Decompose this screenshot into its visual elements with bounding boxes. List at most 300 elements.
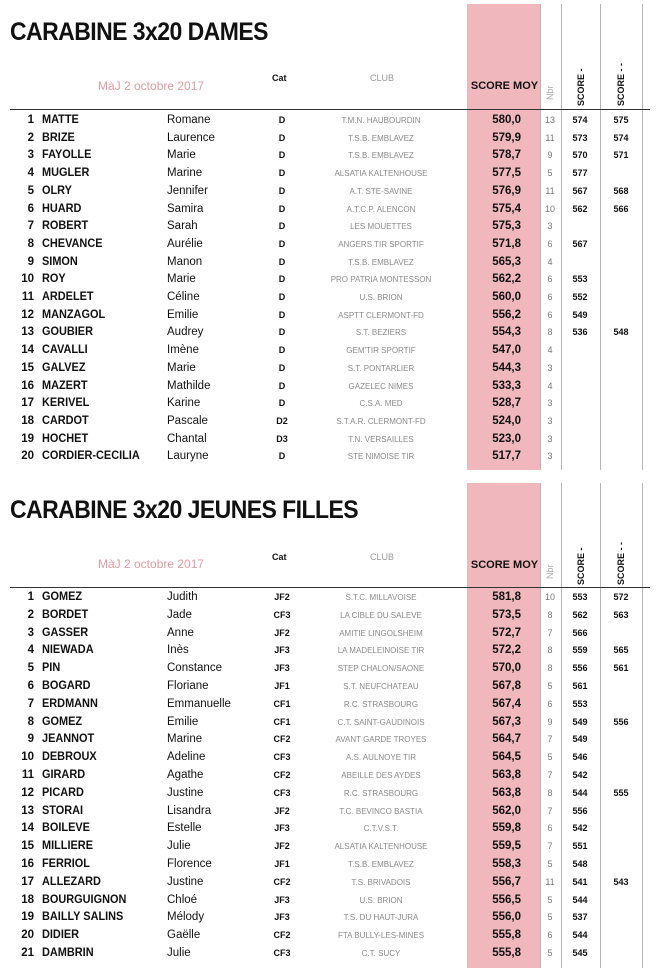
club-cell: ALSATIA KALTENHOUSE bbox=[334, 169, 428, 179]
rank-cell: 4 bbox=[27, 167, 34, 180]
score1-cell: 544 bbox=[572, 787, 588, 798]
category-cell: JF2 bbox=[274, 627, 290, 638]
category-cell: D bbox=[278, 345, 286, 356]
score-cell: 567,4 bbox=[492, 697, 521, 710]
table-row bbox=[0, 448, 660, 466]
table-row bbox=[0, 324, 660, 342]
category-cell: JF3 bbox=[274, 663, 290, 674]
nbr-cell: 11 bbox=[545, 132, 555, 143]
category-cell: JF3 bbox=[274, 912, 290, 923]
table-row bbox=[0, 625, 660, 643]
score1-cell: 556 bbox=[572, 663, 588, 674]
table-row bbox=[0, 803, 660, 821]
last-name-cell: MUGLER bbox=[42, 167, 90, 180]
club-cell: C.S.A. MED bbox=[359, 399, 403, 409]
score-cell: 544,3 bbox=[492, 361, 521, 374]
nbr-cell: 5 bbox=[547, 948, 553, 958]
nbr-cell: 3 bbox=[547, 221, 553, 232]
score1-cell: 542 bbox=[572, 823, 588, 834]
table-row bbox=[0, 413, 660, 431]
last-name-cell: CHEVANCE bbox=[42, 237, 103, 250]
score-cell: 562,2 bbox=[492, 273, 521, 286]
rank-cell: 11 bbox=[21, 769, 34, 781]
nbr-cell: 6 bbox=[547, 292, 553, 302]
first-name-cell: Chantal bbox=[167, 432, 207, 445]
header-score-2: SCORE - - bbox=[616, 62, 626, 106]
nbr-cell: 6 bbox=[547, 698, 553, 709]
last-name-cell: CAVALLI bbox=[42, 344, 88, 357]
first-name-cell: Gaëlle bbox=[167, 929, 201, 942]
nbr-cell: 6 bbox=[547, 238, 553, 249]
update-date: MàJ 2 octobre 2017 bbox=[98, 557, 205, 571]
category-cell: JF2 bbox=[274, 805, 290, 816]
category-cell: D bbox=[278, 256, 286, 267]
nbr-cell: 8 bbox=[547, 645, 553, 656]
club-cell: S.T.A.R. CLERMONT-FD bbox=[336, 416, 426, 426]
club-cell: ABEILLE DES AYDES bbox=[341, 771, 421, 780]
score1-cell: 549 bbox=[572, 716, 588, 727]
first-name-cell: Agathe bbox=[167, 769, 204, 781]
rank-cell: 9 bbox=[27, 255, 34, 268]
first-name-cell: Mathilde bbox=[167, 379, 211, 392]
nbr-cell: 5 bbox=[547, 168, 553, 179]
first-name-cell: Samira bbox=[167, 202, 204, 215]
rank-cell: 20 bbox=[21, 450, 34, 463]
rank-cell: 21 bbox=[21, 947, 34, 959]
score-cell: 577,5 bbox=[492, 167, 521, 180]
club-cell: PRO PATRIA MONTESSON bbox=[330, 275, 432, 285]
table-row bbox=[0, 254, 660, 272]
rank-cell: 8 bbox=[27, 237, 34, 250]
header-score-moy: SCORE MOY bbox=[470, 80, 539, 92]
rank-cell: 11 bbox=[21, 291, 34, 303]
score2-cell: 574 bbox=[613, 132, 629, 143]
score2-cell: 566 bbox=[613, 203, 629, 214]
score-cell: 554,3 bbox=[492, 326, 521, 339]
table-row bbox=[0, 945, 660, 963]
score-cell: 563,8 bbox=[492, 769, 521, 781]
last-name-cell: DIDIER bbox=[42, 929, 80, 942]
last-name-cell: PIN bbox=[42, 662, 61, 675]
score2-cell: 556 bbox=[613, 716, 629, 727]
club-cell: GEM'TIR SPORTIF bbox=[346, 346, 416, 356]
category-cell: D bbox=[278, 115, 286, 125]
category-cell: D bbox=[278, 203, 286, 214]
club-cell: A.T. STE-SAVINE bbox=[349, 186, 413, 196]
nbr-cell: 8 bbox=[547, 663, 553, 674]
category-cell: JF2 bbox=[274, 592, 290, 602]
table-row bbox=[0, 785, 660, 803]
table-row bbox=[0, 714, 660, 732]
table-row bbox=[0, 767, 660, 785]
club-cell: AMITIE LINGOLSHEIM bbox=[339, 628, 423, 638]
category-cell: D bbox=[278, 398, 286, 409]
score1-cell: 549 bbox=[572, 309, 588, 320]
category-cell: JF3 bbox=[274, 823, 290, 834]
club-cell: U.S. BRION bbox=[359, 895, 403, 905]
nbr-cell: 10 bbox=[544, 592, 555, 602]
last-name-cell: NIEWADA bbox=[42, 644, 94, 657]
table-row bbox=[0, 927, 660, 945]
header-score-1: SCORE - bbox=[576, 68, 586, 106]
category-cell: CF3 bbox=[273, 948, 291, 958]
rank-cell: 6 bbox=[27, 202, 34, 215]
last-name-cell: BORDET bbox=[42, 608, 89, 621]
club-cell: C.T.V.S.T. bbox=[363, 824, 399, 834]
last-name-cell: OLRY bbox=[42, 184, 72, 197]
club-cell: GAZELEC NIMES bbox=[348, 381, 414, 391]
score-cell: 563,8 bbox=[492, 786, 521, 799]
club-cell: T.S.B. EMBLAVEZ bbox=[348, 860, 414, 869]
table-row bbox=[0, 218, 660, 236]
rank-cell: 6 bbox=[27, 680, 34, 692]
nbr-cell: 13 bbox=[544, 115, 555, 125]
section-title: CARABINE 3x20 DAMES bbox=[10, 18, 268, 46]
last-name-cell: BRIZE bbox=[42, 131, 75, 144]
score1-cell: 553 bbox=[572, 698, 588, 709]
nbr-cell: 7 bbox=[547, 770, 553, 780]
last-name-cell: MANZAGOL bbox=[42, 308, 106, 321]
last-name-cell: CARDOT bbox=[42, 414, 89, 427]
rank-cell: 10 bbox=[21, 273, 34, 286]
score1-cell: 536 bbox=[572, 327, 588, 338]
score-cell: 558,3 bbox=[492, 858, 521, 870]
nbr-cell: 8 bbox=[547, 787, 553, 798]
nbr-cell: 4 bbox=[547, 345, 553, 356]
club-cell: C.T. SAINT-GAUDINOIS bbox=[337, 717, 425, 727]
category-cell: D bbox=[278, 309, 286, 320]
table-row bbox=[0, 112, 660, 130]
table-row bbox=[0, 642, 660, 660]
score-cell: 524,0 bbox=[492, 414, 521, 427]
rank-cell: 9 bbox=[27, 733, 34, 746]
table-row bbox=[0, 678, 660, 696]
section-jeunes-filles bbox=[0, 483, 660, 968]
header-score-1: SCORE - bbox=[576, 547, 586, 585]
last-name-cell: ARDELET bbox=[42, 291, 94, 303]
category-cell: D bbox=[278, 451, 286, 462]
club-cell: T.M.N. HAUBOURDIN bbox=[341, 116, 421, 125]
category-cell: D bbox=[278, 132, 286, 143]
first-name-cell: Manon bbox=[167, 255, 203, 268]
first-name-cell: Emilie bbox=[167, 308, 199, 321]
table-row bbox=[0, 360, 660, 378]
first-name-cell: Justine bbox=[167, 875, 204, 888]
header-rule bbox=[10, 587, 650, 588]
last-name-cell: HUARD bbox=[42, 202, 82, 215]
rank-cell: 16 bbox=[21, 858, 34, 870]
score-cell: 555,8 bbox=[492, 947, 521, 959]
score-cell: 564,5 bbox=[492, 751, 521, 764]
score-cell: 555,8 bbox=[492, 929, 521, 942]
first-name-cell: Aurélie bbox=[167, 237, 203, 250]
nbr-cell: 6 bbox=[547, 274, 553, 285]
nbr-cell: 5 bbox=[547, 752, 553, 763]
score-cell: 576,9 bbox=[492, 184, 521, 197]
first-name-cell: Adeline bbox=[167, 751, 206, 764]
first-name-cell: Audrey bbox=[167, 326, 204, 339]
club-cell: ANGERS TIR SPORTIF bbox=[338, 239, 424, 249]
category-cell: D bbox=[278, 292, 286, 302]
rank-cell: 4 bbox=[27, 644, 34, 657]
score-cell: 580,0 bbox=[492, 114, 521, 126]
rank-cell: 15 bbox=[21, 361, 34, 374]
last-name-cell: GOUBIER bbox=[42, 326, 93, 339]
last-name-cell: KERIVEL bbox=[42, 397, 90, 410]
rank-cell: 1 bbox=[27, 591, 34, 603]
category-cell: D bbox=[278, 327, 286, 338]
club-cell: A.S. AULNOYE TIR bbox=[345, 753, 417, 763]
club-cell: T.C. BEVINCO BASTIA bbox=[339, 806, 423, 816]
section-dames bbox=[0, 0, 660, 470]
rank-cell: 18 bbox=[21, 893, 34, 906]
score-cell: 581,8 bbox=[492, 591, 521, 603]
last-name-cell: ROY bbox=[42, 273, 66, 286]
category-cell: D bbox=[278, 185, 286, 196]
header-cat: Cat bbox=[272, 73, 287, 83]
score2-cell: 563 bbox=[613, 609, 629, 620]
nbr-cell: 11 bbox=[545, 876, 555, 887]
nbr-cell: 10 bbox=[544, 203, 555, 214]
table-row bbox=[0, 289, 660, 307]
first-name-cell: Lisandra bbox=[167, 804, 212, 817]
last-name-cell: GIRARD bbox=[42, 769, 86, 781]
nbr-cell: 4 bbox=[547, 256, 553, 267]
score-cell: 547,0 bbox=[492, 344, 521, 357]
last-name-cell: ALLEZARD bbox=[42, 875, 101, 888]
last-name-cell: FAYOLLE bbox=[42, 149, 92, 162]
nbr-cell: 8 bbox=[547, 609, 553, 620]
score1-cell: 549 bbox=[572, 734, 588, 745]
table-row bbox=[0, 820, 660, 838]
score1-cell: 559 bbox=[572, 645, 588, 656]
club-cell: ALSATIA KALTENHOUSE bbox=[334, 842, 428, 852]
nbr-cell: 5 bbox=[547, 912, 553, 923]
rank-cell: 8 bbox=[27, 715, 34, 728]
table-row bbox=[0, 201, 660, 219]
last-name-cell: PICARD bbox=[42, 786, 84, 799]
nbr-cell: 6 bbox=[547, 930, 553, 941]
table-row bbox=[0, 395, 660, 413]
score2-cell: 543 bbox=[613, 876, 629, 887]
rank-cell: 12 bbox=[21, 786, 34, 799]
score-cell: 528,7 bbox=[492, 397, 521, 410]
first-name-cell: Inès bbox=[167, 644, 189, 657]
score-cell: 556,7 bbox=[492, 875, 521, 888]
table-row bbox=[0, 431, 660, 449]
last-name-cell: BOURGUIGNON bbox=[42, 893, 127, 906]
first-name-cell: Marie bbox=[167, 361, 196, 374]
score-cell: 575,4 bbox=[492, 202, 521, 215]
score-cell: 572,7 bbox=[492, 626, 521, 639]
update-date: MàJ 2 octobre 2017 bbox=[98, 79, 205, 93]
rank-cell: 17 bbox=[21, 397, 34, 410]
last-name-cell: GOMEZ bbox=[42, 591, 83, 603]
first-name-cell: Lauryne bbox=[167, 450, 209, 463]
header-cat: Cat bbox=[272, 552, 287, 562]
score-cell: 556,5 bbox=[492, 893, 521, 906]
club-cell: LES MOUETTES bbox=[350, 222, 412, 232]
last-name-cell: BOGARD bbox=[42, 680, 91, 692]
score1-cell: 570 bbox=[572, 150, 588, 161]
rank-cell: 1 bbox=[27, 114, 34, 126]
score-cell: 559,5 bbox=[492, 840, 521, 853]
last-name-cell: FERRIOL bbox=[42, 858, 90, 870]
score1-cell: 537 bbox=[572, 912, 588, 923]
club-cell: AVANT GARDE TROYES bbox=[335, 735, 427, 745]
table-row bbox=[0, 378, 660, 396]
last-name-cell: ROBERT bbox=[42, 220, 89, 233]
score1-cell: 567 bbox=[572, 185, 588, 196]
score-cell: 575,3 bbox=[492, 220, 521, 233]
table-row bbox=[0, 892, 660, 910]
first-name-cell: Sarah bbox=[167, 220, 198, 233]
score-cell: 578,7 bbox=[492, 149, 521, 162]
nbr-cell: 3 bbox=[547, 415, 553, 426]
first-name-cell: Emilie bbox=[167, 715, 199, 728]
club-cell: T.S. BRIVADOIS bbox=[351, 877, 411, 887]
category-cell: JF1 bbox=[274, 681, 290, 691]
last-name-cell: BOILEVE bbox=[42, 822, 90, 835]
score-cell: 556,0 bbox=[492, 911, 521, 924]
club-cell: R.C. STRASBOURG bbox=[343, 788, 419, 798]
category-cell: D bbox=[278, 238, 286, 249]
category-cell: CF3 bbox=[273, 787, 291, 798]
category-cell: D bbox=[278, 150, 286, 161]
club-cell: STEP CHALON/SAONE bbox=[337, 664, 425, 674]
first-name-cell: Chloé bbox=[167, 893, 198, 906]
first-name-cell: Marine bbox=[167, 733, 203, 746]
rank-cell: 3 bbox=[27, 149, 34, 162]
score-cell: 560,0 bbox=[492, 291, 521, 303]
club-cell: LA CIBLE DU SALEVE bbox=[340, 610, 422, 620]
header-club: CLUB bbox=[370, 73, 395, 83]
score2-cell: 571 bbox=[613, 150, 629, 161]
category-cell: D bbox=[278, 362, 286, 373]
score-cell: 562,0 bbox=[492, 804, 521, 817]
category-cell: JF1 bbox=[274, 859, 290, 869]
nbr-cell: 11 bbox=[545, 185, 555, 196]
last-name-cell: GOMEZ bbox=[42, 715, 83, 728]
rank-cell: 12 bbox=[21, 308, 34, 321]
score1-cell: 574 bbox=[572, 115, 588, 125]
nbr-cell: 3 bbox=[547, 433, 553, 444]
club-cell: STE NIMOISE TIR bbox=[347, 452, 415, 462]
category-cell: CF2 bbox=[273, 770, 291, 780]
category-cell: CF3 bbox=[273, 609, 291, 620]
category-cell: D bbox=[278, 221, 286, 232]
nbr-cell: 3 bbox=[547, 451, 553, 462]
club-cell: C.T. SUCY bbox=[361, 949, 401, 958]
last-name-cell: DEBROUX bbox=[42, 751, 97, 764]
score1-cell: 545 bbox=[572, 948, 588, 958]
category-cell: JF3 bbox=[274, 894, 290, 905]
first-name-cell: Céline bbox=[167, 291, 200, 303]
rank-cell: 2 bbox=[27, 131, 34, 144]
rank-cell: 14 bbox=[21, 344, 34, 357]
score1-cell: 551 bbox=[572, 841, 588, 852]
nbr-cell: 3 bbox=[547, 398, 553, 409]
table-row bbox=[0, 731, 660, 749]
table-row bbox=[0, 874, 660, 892]
score-cell: 573,5 bbox=[492, 608, 521, 621]
table-row bbox=[0, 183, 660, 201]
rank-cell: 19 bbox=[21, 432, 34, 445]
score2-cell: 548 bbox=[613, 327, 629, 338]
score2-cell: 568 bbox=[613, 185, 629, 196]
category-cell: CF2 bbox=[273, 930, 291, 941]
first-name-cell: Pascale bbox=[167, 414, 208, 427]
club-cell: FTA BULLY-LES-MINES bbox=[337, 931, 425, 941]
table-row bbox=[0, 749, 660, 767]
header-rule bbox=[10, 109, 650, 110]
category-cell: CF1 bbox=[273, 716, 291, 727]
score-cell: 559,8 bbox=[492, 822, 521, 835]
score-cell: 556,2 bbox=[492, 308, 521, 321]
rank-cell: 10 bbox=[21, 751, 34, 764]
club-cell: T.S.B. EMBLAVEZ bbox=[348, 257, 414, 267]
table-row bbox=[0, 856, 660, 874]
score1-cell: 541 bbox=[572, 876, 588, 887]
section-title: CARABINE 3x20 JEUNES FILLES bbox=[10, 496, 359, 524]
header-club: CLUB bbox=[370, 552, 395, 562]
rank-cell: 14 bbox=[21, 822, 34, 835]
rank-cell: 18 bbox=[21, 414, 34, 427]
last-name-cell: BAILLY SALINS bbox=[42, 911, 124, 924]
score1-cell: 577 bbox=[572, 168, 588, 179]
table-row bbox=[0, 838, 660, 856]
category-cell: D bbox=[278, 274, 286, 285]
rank-cell: 13 bbox=[21, 804, 34, 817]
category-cell: D3 bbox=[276, 433, 288, 444]
club-cell: S.T. PONTARLIER bbox=[347, 363, 415, 373]
club-cell: R.C. STRASBOURG bbox=[343, 699, 419, 709]
first-name-cell: Imène bbox=[167, 344, 199, 357]
score2-cell: 565 bbox=[613, 645, 629, 656]
club-cell: LA MADELEINOISE TIR bbox=[337, 646, 425, 656]
club-cell: T.S.B. EMBLAVEZ bbox=[348, 133, 414, 143]
score-cell: 572,2 bbox=[492, 644, 521, 657]
nbr-cell: 4 bbox=[547, 380, 553, 391]
table-row bbox=[0, 660, 660, 678]
score1-cell: 573 bbox=[572, 132, 588, 143]
rank-cell: 16 bbox=[21, 379, 34, 392]
score1-cell: 561 bbox=[572, 681, 588, 691]
nbr-cell: 9 bbox=[547, 150, 553, 161]
last-name-cell: ERDMANN bbox=[42, 697, 98, 710]
score1-cell: 544 bbox=[572, 894, 588, 905]
club-cell: ASPTT CLERMONT-FD bbox=[338, 310, 424, 320]
score1-cell: 556 bbox=[572, 805, 588, 816]
rank-cell: 5 bbox=[27, 662, 34, 675]
score2-cell: 575 bbox=[613, 115, 629, 125]
first-name-cell: Mélody bbox=[167, 911, 205, 924]
first-name-cell: Karine bbox=[167, 397, 201, 410]
score1-cell: 542 bbox=[572, 770, 588, 780]
score1-cell: 562 bbox=[572, 203, 588, 214]
table-row bbox=[0, 589, 660, 607]
last-name-cell: STORAI bbox=[42, 804, 84, 817]
first-name-cell: Marie bbox=[167, 273, 196, 286]
first-name-cell: Jennifer bbox=[167, 184, 208, 197]
category-cell: D2 bbox=[276, 415, 288, 426]
first-name-cell: Romane bbox=[167, 114, 211, 126]
category-cell: D bbox=[278, 380, 286, 391]
rank-cell: 7 bbox=[27, 697, 34, 710]
category-cell: D bbox=[278, 168, 286, 179]
score-cell: 533,3 bbox=[492, 379, 521, 392]
nbr-cell: 3 bbox=[547, 362, 553, 373]
